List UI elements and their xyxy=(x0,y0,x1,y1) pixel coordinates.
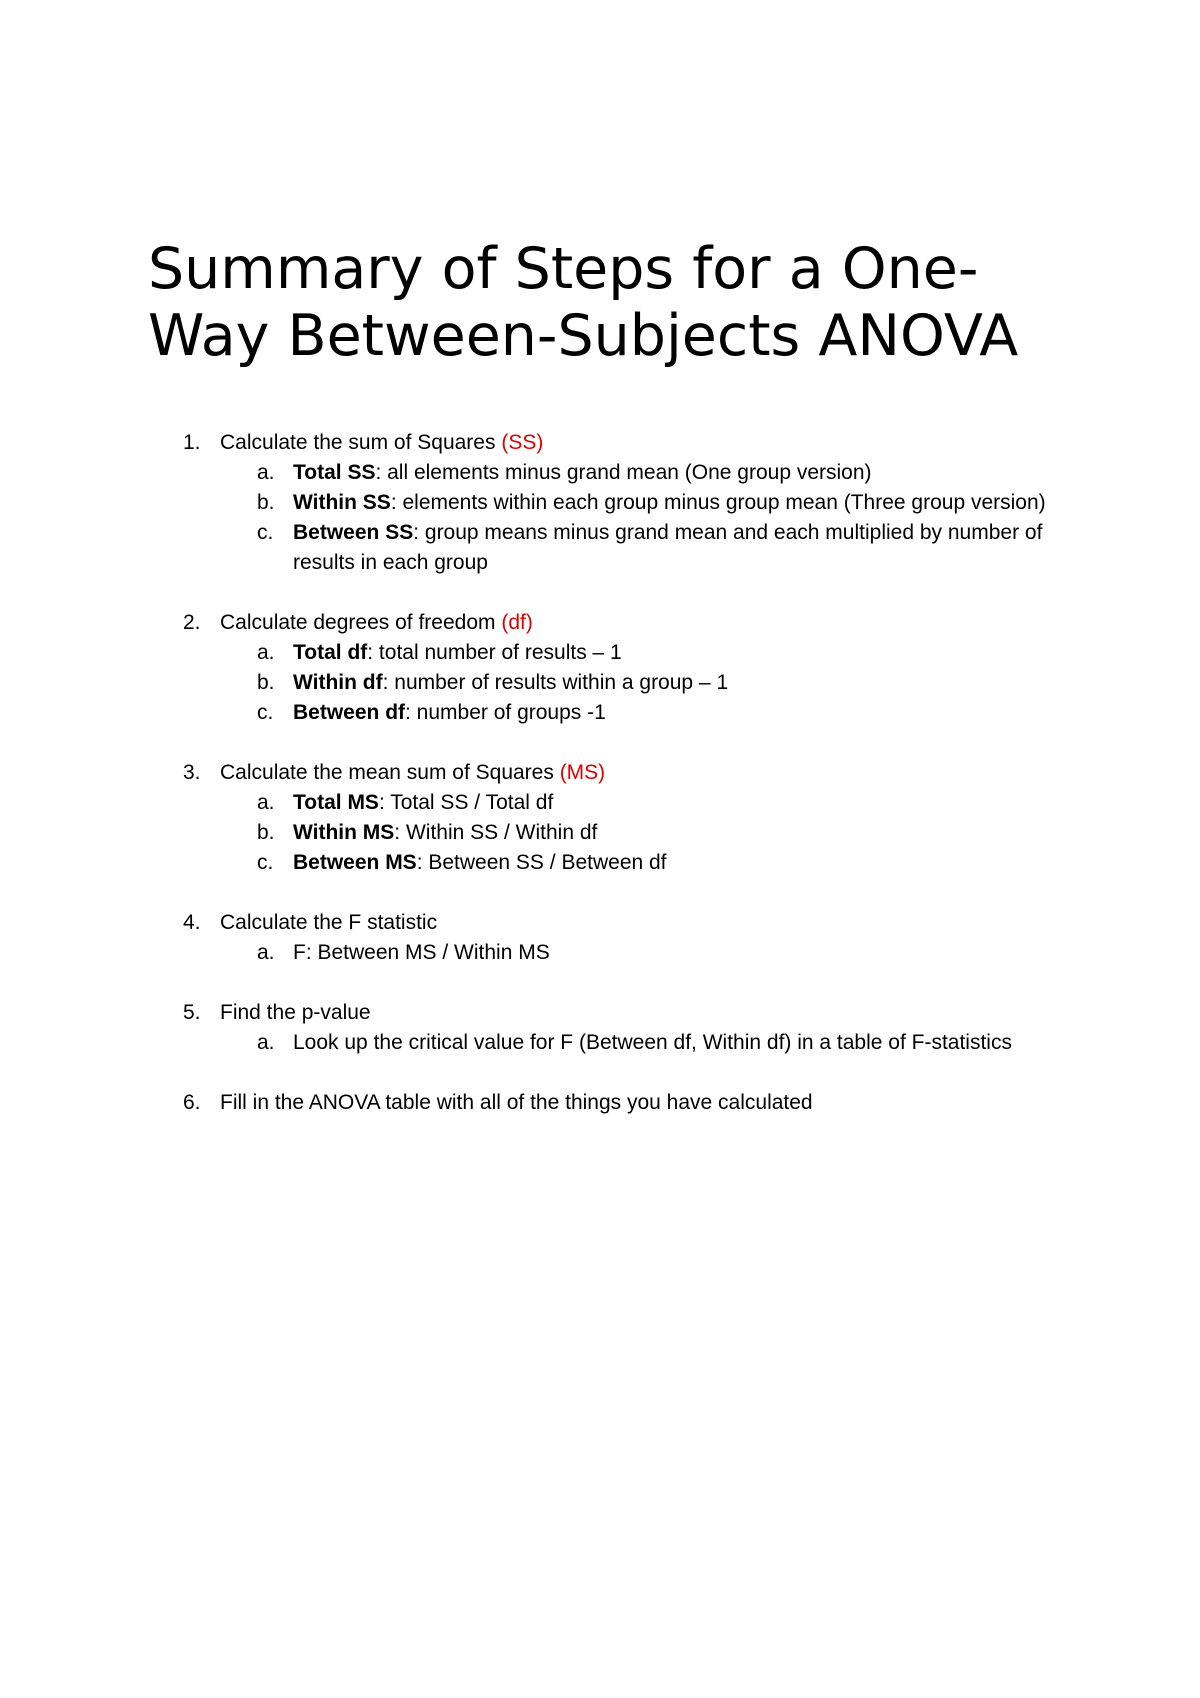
title-line-2: Way Between-Subjects ANOVA xyxy=(148,303,1019,369)
step-text: Calculate the sum of Squares xyxy=(220,431,502,454)
step-item xyxy=(0,608,1200,728)
sub-term: Within SS xyxy=(293,491,391,514)
sub-term: Total SS xyxy=(293,461,376,484)
step-item xyxy=(0,998,1200,1058)
sub-item xyxy=(0,518,1200,578)
step-item xyxy=(0,758,1200,878)
sub-letter: a. xyxy=(257,1031,275,1054)
sub-description: F: Between MS / Within MS xyxy=(293,941,550,964)
sub-letter: b. xyxy=(257,671,275,694)
step-item xyxy=(0,428,1200,578)
sub-letter: c. xyxy=(257,851,274,874)
sub-description: : number of results within a group – 1 xyxy=(382,671,729,694)
sub-term: Total MS xyxy=(293,791,379,814)
sub-term: Total df xyxy=(293,641,368,664)
step-number: 3. xyxy=(183,761,201,784)
step-item xyxy=(0,908,1200,968)
sub-term: Within MS xyxy=(293,821,395,844)
sub-item xyxy=(0,788,1200,818)
sub-description: : Total SS / Total df xyxy=(378,791,554,814)
step-heading xyxy=(0,428,1200,458)
step-heading xyxy=(0,608,1200,638)
sub-description: : Within SS / Within df xyxy=(394,821,598,844)
step-number: 2. xyxy=(183,611,201,634)
title-line-1: Summary of Steps for a One- xyxy=(148,236,979,302)
sub-letter: a. xyxy=(257,791,275,814)
sub-letter: c. xyxy=(257,701,274,724)
step-number: 6. xyxy=(183,1091,201,1114)
sub-letter: a. xyxy=(257,461,275,484)
sub-description: : Between SS / Between df xyxy=(416,851,667,874)
step-heading xyxy=(0,998,1200,1028)
step-text: Calculate the mean sum of Squares xyxy=(220,761,560,784)
step-abbreviation: (df) xyxy=(501,611,533,634)
step-text: Calculate degrees of freedom xyxy=(220,611,502,634)
step-number: 5. xyxy=(183,1001,201,1024)
sub-term: Between df xyxy=(293,701,406,724)
sub-item xyxy=(0,818,1200,848)
sub-item xyxy=(0,668,1200,698)
sub-description: Look up the critical value for F (Between df, Within df) in a table of F-statistics xyxy=(293,1031,1012,1054)
sub-description: : all elements minus grand mean (One group version) xyxy=(375,461,872,484)
step-number: 4. xyxy=(183,911,201,934)
sub-term: Between MS xyxy=(293,851,417,874)
sub-letter: a. xyxy=(257,641,275,664)
sub-letter: b. xyxy=(257,491,275,514)
sub-term: Within df xyxy=(293,671,383,694)
document-title xyxy=(148,236,1048,370)
sub-term: Between SS xyxy=(293,521,414,544)
sub-description: : total number of results – 1 xyxy=(367,641,622,664)
sub-description: : number of groups -1 xyxy=(405,701,606,724)
step-text: Fill in the ANOVA table with all of the things you have calculated xyxy=(220,1091,813,1114)
sub-letter: a. xyxy=(257,941,275,964)
steps-list xyxy=(0,428,1200,1148)
sub-letter: b. xyxy=(257,821,275,844)
step-text: Calculate the F statistic xyxy=(220,911,438,934)
step-heading xyxy=(0,758,1200,788)
sub-description: : elements within each group minus group mean (Three group version) xyxy=(390,491,1046,514)
sub-item xyxy=(0,638,1200,668)
step-text: Find the p-value xyxy=(220,1001,371,1024)
sub-item xyxy=(0,848,1200,878)
sub-item xyxy=(0,1028,1200,1058)
step-abbreviation: (MS) xyxy=(559,761,606,784)
step-item xyxy=(0,1088,1200,1118)
sub-item xyxy=(0,938,1200,968)
sub-item xyxy=(0,488,1200,518)
sub-item xyxy=(0,698,1200,728)
sub-letter: c. xyxy=(257,521,274,544)
sub-description: : group means minus grand mean and each multiplied by number of results in each group xyxy=(293,521,1043,574)
step-heading xyxy=(0,908,1200,938)
sub-item xyxy=(0,458,1200,488)
step-number: 1. xyxy=(183,431,201,454)
step-abbreviation: (SS) xyxy=(501,431,544,454)
step-heading xyxy=(0,1088,1200,1118)
